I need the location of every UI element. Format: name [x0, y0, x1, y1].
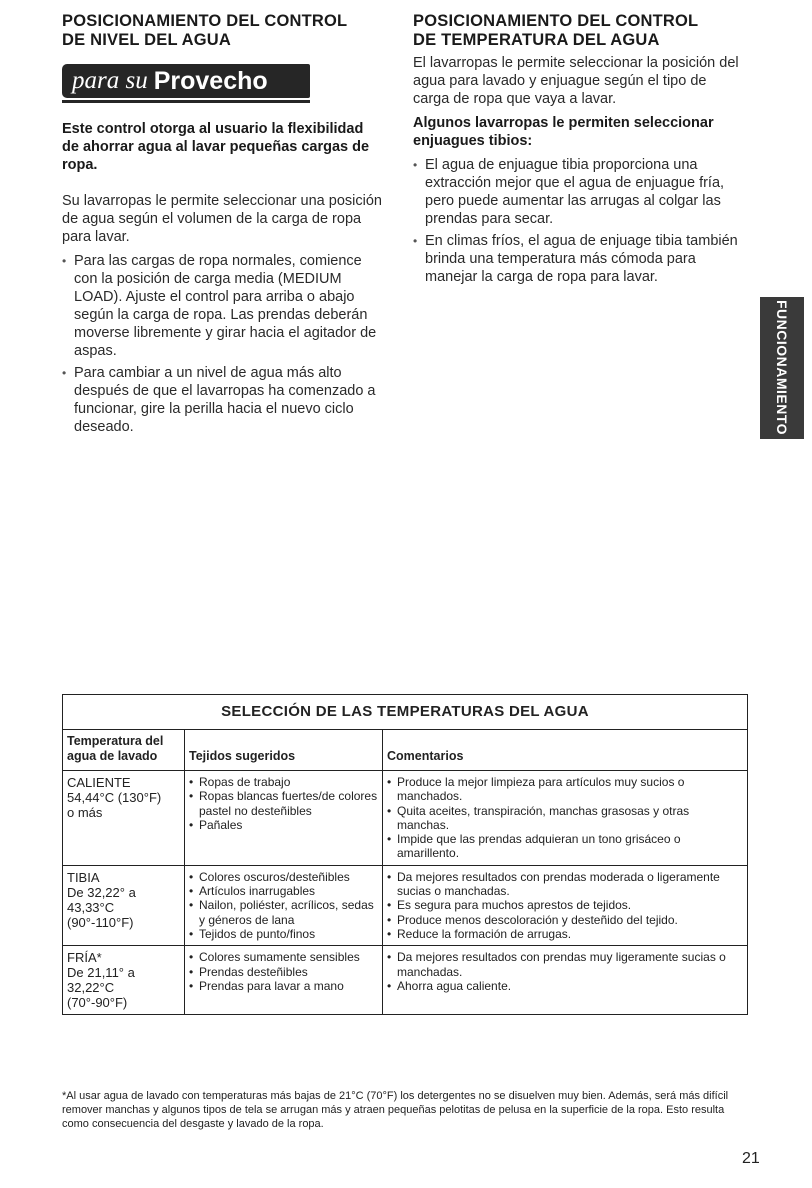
temp-line: 43,33°C — [67, 899, 115, 915]
water-level-bullet: • Para cambiar a un nivel de agua más alto después de que el lavarropas ha comenzado a funcionar, gire la perilla hacia el nuevo ciclo deseado. — [62, 364, 384, 436]
water-temperature-heading — [413, 12, 743, 50]
water-temperature-heading-line2: DE TEMPERATURA DEL AGUA — [413, 31, 660, 49]
water-temperature-table — [62, 694, 748, 1015]
cold-water-footnote: *Al usar agua de lavado con temperaturas más bajas de 21°C (70°F) los detergentes no se disuelven muy bien. Además, será más difícil remover manchas y algunos tipos de tela se arrugan más y atraen pequeñas pelotitas de pelusa en la superficie de la ropa. Esto resulta como consecuencia del desgaste y lavado de la ropa. — [62, 1090, 729, 1130]
fabric-item: • Ropas blancas fuertes/de colores pastel no desteñibles — [189, 789, 378, 818]
temp-line: o más — [67, 805, 103, 820]
water-level-bullet: • Para las cargas de ropa normales, comience con la posición de carga media (MEDIUM LOAD). Ajuste el control para arriba o abajo según la carga de ropa. Las prendas deberán moverse libremente y girar hacia el agitador de aspas. — [62, 252, 384, 360]
page-number: 21 — [742, 1150, 760, 1167]
water-level-bullets — [62, 252, 384, 436]
table-caption-row — [63, 695, 748, 730]
comment-item: • Produce la mejor limpieza para artículos muy sucios o manchados. — [387, 775, 743, 804]
header-comments: Comentarios — [383, 730, 748, 771]
fabrics-cell — [185, 865, 383, 945]
fabrics-cell — [185, 771, 383, 866]
comment-item: • Reduce la formación de arrugas. — [387, 927, 743, 941]
para-su-provecho-banner — [62, 64, 310, 104]
temp-line: FRÍA* — [67, 950, 102, 966]
water-level-heading-line2: DE NIVEL DEL AGUA — [62, 31, 232, 49]
header-temperature: Temperatura del agua de lavado — [63, 730, 185, 771]
comment-item: • Da mejores resultados con prendas moderada o ligeramente sucias o manchadas. — [387, 870, 743, 899]
fabric-item: • Prendas desteñibles — [189, 965, 378, 979]
fabric-item: • Tejidos de punto/finos — [189, 927, 378, 941]
water-level-section — [62, 12, 384, 440]
comment-item: • Ahorra agua caliente. — [387, 979, 743, 993]
comments-cell — [383, 946, 748, 1015]
water-temperature-bullet: • El agua de enjuague tibia proporciona una extracción mejor que el agua de enjuague fría, pero puede aumentar las arrugas al colgar las prendas para secar. — [413, 156, 743, 228]
banner-lower-text: para su — [72, 67, 148, 94]
table-row — [63, 946, 748, 1015]
table-row — [63, 771, 748, 866]
fabric-item: • Colores sumamente sensibles — [189, 950, 378, 964]
banner-upper-text: Provecho — [153, 66, 268, 95]
water-temperature-heading-line1: POSICIONAMIENTO DEL CONTROL — [413, 12, 699, 30]
side-tab-label: FUNCIONAMIENTO — [774, 300, 790, 436]
fabric-item: • Colores oscuros/desteñibles — [189, 870, 378, 884]
temp-cell — [63, 771, 185, 866]
fabric-item: • Nailon, poliéster, acrílicos, sedas y géneros de lana — [189, 898, 378, 927]
table-title: SELECCIÓN DE LAS TEMPERATURAS DEL AGUA — [63, 695, 748, 730]
temp-line: De 21,11° a — [67, 965, 135, 981]
fabrics-cell — [185, 946, 383, 1015]
temp-line: (90°-110°F) — [67, 914, 134, 930]
water-temperature-section — [413, 12, 743, 290]
comment-item: • Impide que las prendas adquieran un tono grisáceo o amarillento. — [387, 832, 743, 861]
comment-item: • Quita aceites, transpiración, manchas grasosas y otras manchas. — [387, 804, 743, 833]
water-temperature-bullet: • En climas fríos, el agua de enjuage tibia también brinda una temperatura más cómoda para manejar la carga de ropa para lavar. — [413, 232, 743, 286]
comment-item: • Es segura para muchos aprestos de tejidos. — [387, 898, 743, 912]
water-level-heading-line1: POSICIONAMIENTO DEL CONTROL — [62, 12, 348, 30]
fabric-item: • Pañales — [189, 818, 378, 832]
header-fabrics: Tejidos sugeridos — [185, 730, 383, 771]
temp-line: CALIENTE — [67, 775, 131, 790]
table-row — [63, 865, 748, 945]
comment-item: • Da mejores resultados con prendas muy ligeramente sucias o manchadas. — [387, 950, 743, 979]
temp-cell — [63, 865, 185, 945]
comment-item: • Produce menos descoloración y desteñido del tejido. — [387, 913, 743, 927]
table-header-row — [63, 730, 748, 771]
comments-cell — [383, 771, 748, 866]
comments-cell — [383, 865, 748, 945]
temp-line: 54,44°C (130°F) — [67, 790, 162, 805]
fabric-item: • Prendas para lavar a mano — [189, 979, 378, 993]
temp-line: (70°-90°F) — [67, 995, 128, 1011]
water-temperature-bullets — [413, 156, 743, 286]
temp-line: TIBIA — [67, 869, 100, 885]
temp-line: 32,22°C — [67, 980, 115, 996]
water-level-heading — [62, 12, 384, 50]
water-temperature-body: El lavarropas le permite seleccionar la posición del agua para lavado y enjuague según el tipo de carga de ropa que vaya a lavar. — [413, 55, 739, 107]
water-level-lead: Este control otorga al usuario la flexibilidad de ahorrar agua al lavar pequeñas cargas de ropa. — [62, 121, 370, 173]
water-temperature-lead: Algunos lavarropas le permiten seleccionar enjuagues tibios: — [413, 115, 714, 149]
fabric-item: • Ropas de trabajo — [189, 775, 378, 789]
temp-line: De 32,22° a — [67, 884, 136, 900]
temp-cell — [63, 946, 185, 1015]
water-level-body: Su lavarropas le permite seleccionar una posición de agua según el volumen de la carga de ropa para lavar. — [62, 193, 382, 245]
banner-underline — [62, 100, 310, 103]
fabric-item: • Artículos inarrugables — [189, 884, 378, 898]
funcionamiento-side-tab — [760, 297, 804, 439]
banner-box — [62, 64, 310, 98]
